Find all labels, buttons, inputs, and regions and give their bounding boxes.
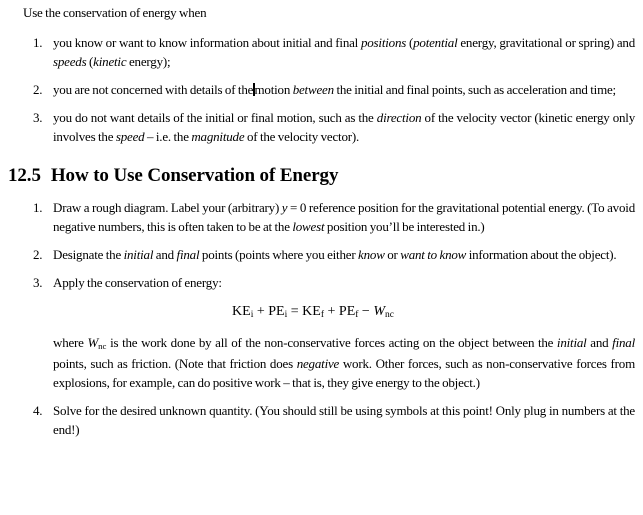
list-item xyxy=(8,80,635,99)
list-item xyxy=(8,273,635,392)
intro-paragraph: Use the conservation of energy when xyxy=(23,5,207,20)
list-item-text: you do not want details of the initial or final motion, such as the direction of the velocity vector (kinetic energy only involves the speed – i.e. the magnitude of the velocity vector). xyxy=(53,110,635,144)
section-title: How to Use Conservation of Energy xyxy=(50,165,339,186)
list-item-number: 3. xyxy=(33,110,43,125)
how-to-use-list xyxy=(8,198,635,439)
list-item xyxy=(8,108,635,146)
list-item-text: you know or want to know information about initial and final positions (potential energy, gravitational or spring) and speeds (kinetic energy); xyxy=(53,35,635,69)
apply-conservation-text: Apply the conservation of energy: xyxy=(53,275,222,290)
list-item-number: 2. xyxy=(33,247,43,262)
list-item-number: 4. xyxy=(33,403,43,418)
list-item-text: Draw a rough diagram. Label your (arbitrary) y = 0 reference position for the gravitational potential energy. (To avoid negative numbers, this is often taken to be at the lowest position you’ll be interested in.) xyxy=(53,200,635,234)
list-item-text: Designate the initial and final points (points where you either know or want to know information about the object). xyxy=(53,247,617,262)
list-item xyxy=(8,245,635,264)
list-item-number: 3. xyxy=(33,275,43,290)
list-item-text: Solve for the desired unknown quantity. (You should still be using symbols at this point! Only plug in numbers at the end!) xyxy=(53,403,635,437)
when-list xyxy=(8,33,635,146)
list-item-text xyxy=(53,273,635,392)
list-item xyxy=(8,198,635,236)
list-item xyxy=(8,33,635,71)
list-item-number: 1. xyxy=(33,200,43,215)
list-item-number: 1. xyxy=(33,35,43,50)
equation-explanation: where Wnc is the work done by all of the non-conservative forces acting on the object between the initial and final points, such as friction. (Note that friction does negative work. Other forces, such as non-conservative forces from explosions, for example, can do positive work – that is, they give energy to the object.) xyxy=(53,335,635,390)
list-item-text: you are not concerned with details of themotion between the initial and final points, such as acceleration and time; xyxy=(53,82,616,97)
energy-conservation-equation: KEi + PEi = KEf + PEf − Wnc xyxy=(232,304,394,321)
section-number: 12.5 xyxy=(8,165,41,186)
section-heading xyxy=(8,163,635,188)
list-item-number: 2. xyxy=(33,82,43,97)
list-item xyxy=(8,401,635,439)
